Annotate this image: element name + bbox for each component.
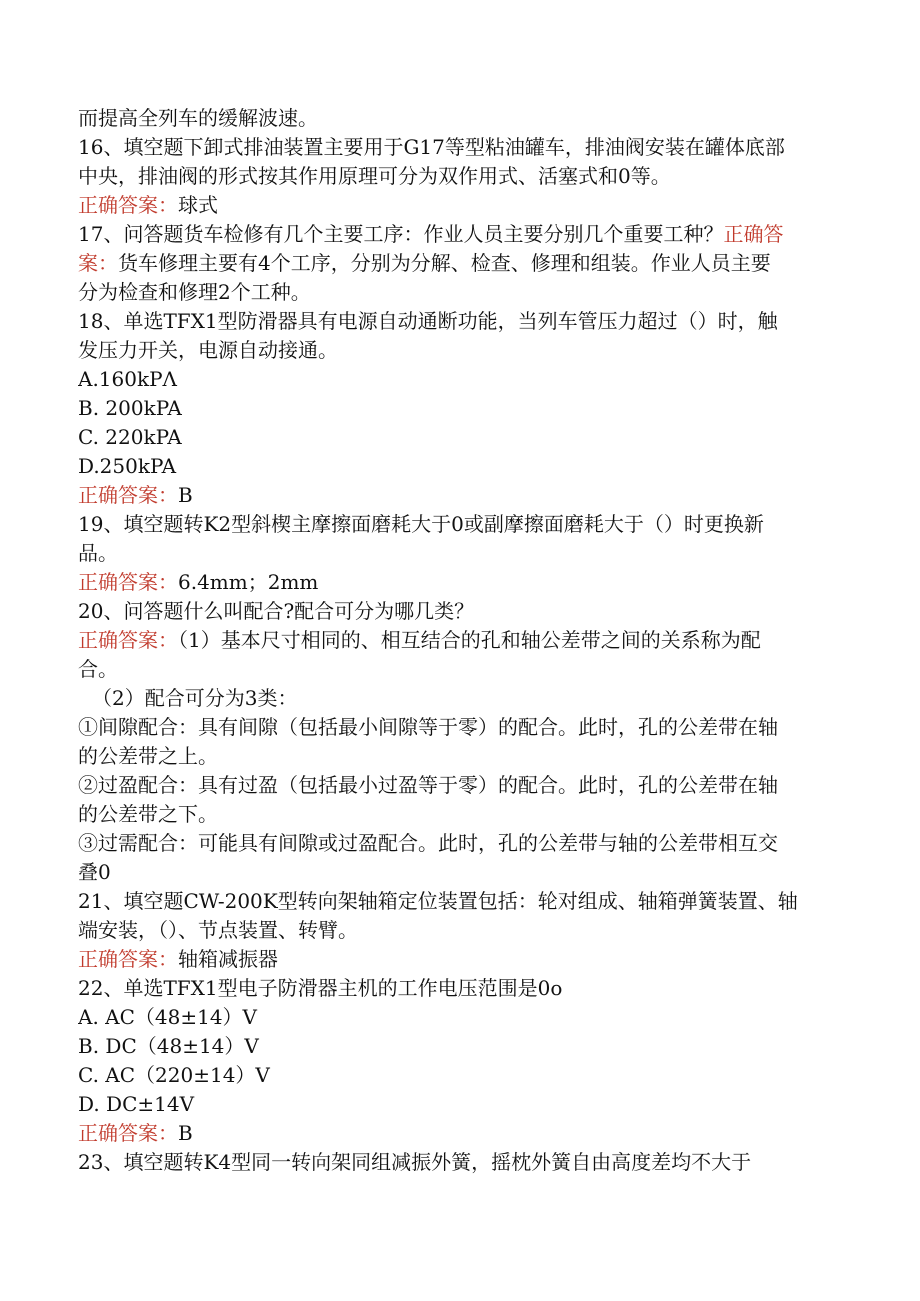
text-line: [78, 1003, 838, 1032]
line-text: 22、单选TFX1型电子防滑器主机的工作电压范围是0o: [78, 976, 563, 1000]
line-text: 货车修理主要有4个工序，分别为分解、检查、修理和组装。作业人员主要: [118, 251, 771, 275]
answer-line: [78, 481, 838, 510]
text-line: [78, 800, 838, 829]
line-text: 的公差带之上。: [78, 744, 218, 768]
text-line: [78, 539, 838, 568]
line-text: ①间隙配合：具有间隙（包括最小间隙等于零）的配合。此时，孔的公差带在轴: [78, 715, 778, 739]
text-line: [78, 1032, 838, 1061]
line-text: ②过盈配合：具有过盈（包括最小过盈等于零）的配合。此时，孔的公差带在轴: [78, 773, 778, 797]
line-text: 品。: [78, 541, 118, 565]
answer-line: [78, 1119, 838, 1148]
answer-label: 正确答案：: [78, 1121, 178, 1145]
text-line: [78, 597, 838, 626]
answer-line: [78, 191, 838, 220]
line-text: （1）基本尺寸相同的、相互结合的孔和轴公差带之间的关系称为配: [178, 628, 761, 652]
line-text: 分为检查和修理2个工种。: [78, 280, 311, 304]
line-text: A. AC（48±14）V: [78, 1005, 258, 1029]
text-line: [78, 365, 838, 394]
line-text: 的公差带之下。: [78, 802, 218, 826]
line-text: B: [178, 483, 193, 507]
text-line: [78, 1148, 838, 1177]
line-text: A.160kPΛ: [78, 367, 177, 391]
text-line: [78, 249, 838, 278]
line-text: ③过需配合：可能具有间隙或过盈配合。此时，孔的公差带与轴的公差带相互交: [78, 831, 778, 855]
line-text: 合。: [78, 657, 118, 681]
answer-line: [78, 568, 838, 597]
answer-label: 正确答案：: [78, 193, 178, 217]
text-line: [78, 655, 838, 684]
answer-label: 正确答案：: [78, 947, 178, 971]
line-text: 17、问答题货车检修有几个主要工序：作业人员主要分别几个重要工种？: [78, 222, 724, 246]
answer-label: 正确答案：: [78, 628, 178, 652]
answer-label-start: 正确答: [723, 222, 784, 246]
line-text: 20、问答题什么叫配合?配合可分为哪几类？: [78, 599, 475, 623]
text-line: [78, 452, 838, 481]
text-line: [78, 133, 838, 162]
text-line: [78, 887, 838, 916]
text-line: [78, 510, 838, 539]
line-text: B. DC（48±14）V: [78, 1034, 259, 1058]
text-line: [78, 220, 838, 249]
text-line: [78, 1061, 838, 1090]
text-line: [78, 829, 838, 858]
text-line: [78, 713, 838, 742]
line-text: 发压力开关，电源自动接通。: [78, 338, 338, 362]
line-text: 中央，排油阀的形式按其作用原理可分为双作用式、活塞式和0等。: [78, 164, 671, 188]
answer-line: [78, 626, 838, 655]
text-line: [78, 104, 838, 133]
text-line: [78, 858, 838, 887]
line-text: 而提高全列车的缓解波速。: [78, 106, 318, 130]
line-text: 19、填空题转K2型斜楔主摩擦面磨耗大于0或副摩擦面磨耗大于（）时更换新: [78, 512, 764, 536]
line-text: 轴箱减振器: [178, 947, 278, 971]
line-text: D. DC±14V: [78, 1092, 195, 1116]
text-line: [78, 307, 838, 336]
text-line: [78, 423, 838, 452]
text-line: [78, 394, 838, 423]
answer-label-continued: 案：: [78, 251, 118, 275]
line-text: （2）配合可分为3类：: [92, 686, 298, 710]
line-text: 16、填空题下卸式排油装置主要用于G17等型粘油罐车，排油阀安装在罐体底部: [78, 135, 785, 159]
line-text: 球式: [178, 193, 218, 217]
text-line: [78, 684, 838, 713]
text-line: [78, 742, 838, 771]
line-text: 端安装，（）、节点装置、转臂。: [78, 918, 358, 942]
line-text: 6.4mm；2mm: [178, 570, 319, 594]
text-line: [78, 771, 838, 800]
line-text: D.250kPA: [78, 454, 177, 478]
answer-label: 正确答案：: [78, 570, 178, 594]
text-line: [78, 278, 838, 307]
line-text: 叠0: [78, 860, 111, 884]
line-text: C. 220kPA: [78, 425, 182, 449]
line-text: B. 200kPA: [78, 396, 182, 420]
text-line: [78, 1090, 838, 1119]
answer-line: [78, 945, 838, 974]
line-text: C. AC（220±14）V: [78, 1063, 270, 1087]
text-line: [78, 162, 838, 191]
text-line: [78, 974, 838, 1003]
line-text: 18、单选TFX1型防滑器具有电源自动通断功能，当列车管压力超过（）时，触: [78, 309, 778, 333]
text-line: [78, 336, 838, 365]
line-text: 23、填空题转K4型同一转向架同组减振外簧，摇枕外簧自由高度差均不大于: [78, 1150, 752, 1174]
answer-label: 正确答案：: [78, 483, 178, 507]
line-text: B: [178, 1121, 193, 1145]
text-line: [78, 916, 838, 945]
line-text: 21、填空题CW-200K型转向架轴箱定位装置包括：轮对组成、轴箱弹簧装置、轴: [78, 889, 798, 913]
